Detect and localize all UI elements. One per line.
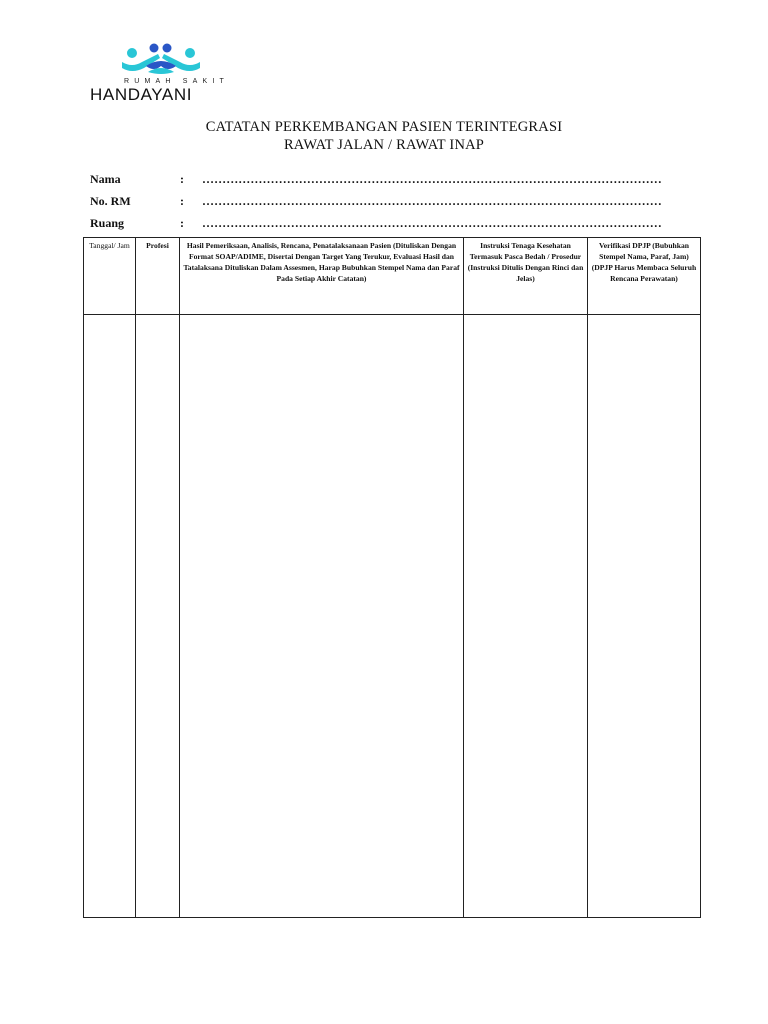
no-rm-field[interactable]: …………………………………………………………………………………………………… <box>202 194 662 208</box>
document-title: CATATAN PERKEMBANGAN PASIEN TERINTEGRASI <box>205 119 563 135</box>
logo-name: HANDAYANI <box>90 85 193 104</box>
column-header-instruksi: Instruksi Tenaga Kesehatan Termasuk Pasca Bedah / Prosedur (Instruksi Ditulis Dengan Rinci dan Jelas) <box>464 238 588 315</box>
ruang-label: Ruang <box>90 216 125 230</box>
progress-notes-table <box>83 237 701 918</box>
logo-subtitle: RUMAH SAKIT <box>124 78 230 85</box>
cell-profesi[interactable] <box>136 315 180 918</box>
cell-instruksi[interactable] <box>464 315 588 918</box>
cell-tanggal-jam[interactable] <box>84 315 136 918</box>
cell-hasil-pemeriksaan[interactable] <box>180 315 464 918</box>
cell-verifikasi-dpjp[interactable] <box>588 315 701 918</box>
no-rm-label: No. RM <box>90 194 131 208</box>
document-subtitle: RAWAT JALAN / RAWAT INAP <box>283 137 485 153</box>
hospital-logo <box>88 42 240 104</box>
column-header-hasil-pemeriksaan: Hasil Pemeriksaan, Analisis, Rencana, Penatalaksanaan Pasien (Dituliskan Dengan Format SOAP/ADIME, Disertai Dengan Target Yang Terukur, Evaluasi Hasil dan Tatalaksana Dituliskan Dalam Assesmen, Harap Bubuhkan Stempel Nama dan Paraf Pada Setiap Akhir Catatan) <box>180 238 464 315</box>
nama-label: Nama <box>90 172 121 186</box>
nama-field[interactable]: …………………………………………………………………………………………………… <box>202 172 662 186</box>
ruang-colon: : <box>180 216 184 230</box>
column-header-tanggal-jam: Tanggal/ Jam <box>84 238 136 315</box>
hospital-figures-logo-icon <box>118 42 210 78</box>
table-row <box>84 315 701 918</box>
no-rm-colon: : <box>180 194 184 208</box>
column-header-profesi: Profesi <box>136 238 180 315</box>
table-header-row <box>84 238 701 315</box>
nama-colon: : <box>180 172 184 186</box>
column-header-verifikasi-dpjp: Verifikasi DPJP (Bubuhkan Stempel Nama, Paraf, Jam) (DPJP Harus Membaca Seluruh Rencana Perawatan) <box>588 238 701 315</box>
ruang-field[interactable]: …………………………………………………………………………………………………… <box>202 216 662 230</box>
